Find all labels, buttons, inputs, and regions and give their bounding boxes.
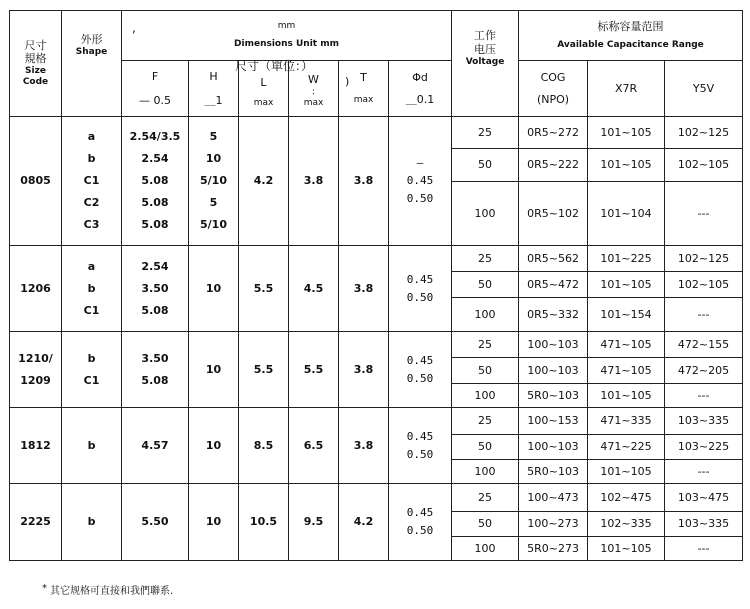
footnote-marker: * [42, 583, 47, 594]
y5v-cell: --- [665, 298, 743, 332]
d-cell [389, 484, 452, 561]
col-f-label: F [151, 69, 159, 83]
t-value: 4.2 [353, 515, 374, 529]
x7r-label: X7R [614, 81, 638, 95]
x7r-cell: 471~105 [588, 332, 665, 358]
d-cell [389, 246, 452, 332]
f-cell-line: 5.08 [141, 303, 169, 317]
size-code-cell [10, 332, 62, 408]
voltage-cell: 100 [452, 537, 519, 561]
col-w-max: max [303, 98, 324, 109]
voltage-header-cn: 工作 电压 [474, 29, 497, 56]
voltage-cell: 50 [452, 435, 519, 460]
h-cell [189, 332, 239, 408]
d-cell [389, 117, 452, 246]
l-cell [239, 332, 289, 408]
f-cell-line: 5.08 [141, 373, 169, 387]
shape-cell-line: b [87, 438, 96, 452]
x7r-cell: 102~475 [588, 484, 665, 512]
y5v-cell: 103~335 [665, 408, 743, 435]
d-cell-line: 0.45 [406, 353, 434, 367]
table-row [10, 332, 743, 358]
shape-cell-line: b [87, 515, 96, 528]
f-cell-line: 5.08 [141, 196, 169, 209]
shape-cell-line: C2 [83, 196, 100, 209]
d-cell-line: 0.45 [406, 174, 434, 187]
w-value: 5.5 [303, 362, 324, 376]
w-value: 9.5 [303, 515, 324, 529]
t-value: 3.8 [353, 438, 374, 452]
h-cell-line: 5 [209, 196, 218, 209]
size-header-cn: 尺寸 規格 [24, 38, 47, 66]
cog-cell: 100~103 [519, 435, 588, 460]
col-t-max: max [353, 94, 374, 105]
x7r-header [588, 61, 665, 117]
d-cell [389, 408, 452, 484]
size-code-cell [10, 408, 62, 484]
w-cell [289, 484, 339, 561]
voltage-cell: 50 [452, 358, 519, 384]
shape-cell-line: b [87, 152, 96, 165]
f-cell-line: 5.08 [141, 174, 169, 187]
col-d-label: Φd [412, 70, 428, 84]
w-cell [289, 408, 339, 484]
t-cell [339, 117, 389, 246]
l-value: 5.5 [253, 281, 274, 295]
shape-cell-line: C1 [83, 303, 100, 317]
d-cell [389, 332, 452, 408]
t-value: 3.8 [353, 362, 374, 376]
cog-header [519, 61, 588, 117]
d-cell-line: 0.50 [406, 192, 434, 205]
l-cell [239, 246, 289, 332]
size-header [10, 11, 62, 117]
cog-label: COG [540, 70, 566, 84]
d-cell-line: 0.45 [406, 272, 434, 286]
shape-header-en: Shape [75, 46, 108, 57]
d-cell-line: 0.50 [406, 371, 434, 385]
table-row [10, 246, 743, 272]
f-cell [122, 484, 189, 561]
col-l-max: max [253, 97, 274, 108]
voltage-cell: 25 [452, 332, 519, 358]
voltage-cell: 25 [452, 117, 519, 149]
capacitance-header-cn: 标称容量范围 [597, 20, 664, 33]
cog-cell: 0R5~332 [519, 298, 588, 332]
x7r-cell: 101~104 [588, 182, 665, 246]
h-cell-line: 5 [209, 130, 218, 143]
dimensions-cn-overlay: 尺寸（單位：） [235, 59, 314, 73]
col-l-header [235, 59, 314, 117]
cog-cell: 5R0~273 [519, 537, 588, 561]
shape-cell [62, 332, 122, 408]
cog-cell: 100~153 [519, 408, 588, 435]
dimensions-header [122, 11, 452, 61]
d-cell-line: 0.50 [406, 290, 434, 304]
h-cell-line: 10 [205, 152, 222, 165]
cog-cell: 0R5~222 [519, 149, 588, 182]
size-code: 1210/ 1209 [18, 351, 53, 387]
size-code-cell [10, 246, 62, 332]
voltage-cell: 50 [452, 272, 519, 298]
voltage-cell: 50 [452, 512, 519, 537]
col-d-header [389, 61, 452, 117]
l-value: 8.5 [253, 438, 274, 452]
t-cell [339, 246, 389, 332]
f-cell [122, 408, 189, 484]
t-value: 3.8 [353, 281, 374, 295]
voltage-cell: 50 [452, 149, 519, 182]
size-code: 2225 [20, 515, 51, 528]
h-cell [189, 117, 239, 246]
y5v-cell: --- [665, 537, 743, 561]
h-cell [189, 484, 239, 561]
d-cell-line: 0.45 [406, 506, 434, 519]
table-row [10, 484, 743, 512]
h-cell [189, 408, 239, 484]
f-cell [122, 246, 189, 332]
footnote-text: 其它规格可直接和我們聯系. [50, 586, 174, 597]
y5v-cell: --- [665, 182, 743, 246]
col-d-tolerance: ＿0.1 [405, 92, 435, 106]
shape-cell-line: C1 [83, 373, 100, 387]
voltage-header [452, 11, 519, 117]
shape-cell [62, 117, 122, 246]
w-cell [289, 246, 339, 332]
t-cell [339, 484, 389, 561]
d-cell-line: 0.50 [406, 447, 434, 461]
footnote [42, 582, 173, 597]
col-h-header [189, 61, 239, 117]
t-cell [339, 408, 389, 484]
f-cell-line: 5.50 [141, 515, 169, 528]
voltage-cell: 25 [452, 484, 519, 512]
voltage-cell: 25 [452, 246, 519, 272]
x7r-cell: 101~105 [588, 384, 665, 408]
x7r-cell: 101~225 [588, 246, 665, 272]
shape-cell-line: a [87, 259, 96, 273]
dimensions-mm: mm [277, 21, 296, 32]
w-value: 4.5 [303, 281, 324, 295]
l-value: 4.2 [253, 174, 274, 188]
cog-cell: 0R5~562 [519, 246, 588, 272]
col-t-label: T [360, 71, 367, 84]
y5v-cell: 472~155 [665, 332, 743, 358]
y5v-cell: 103~475 [665, 484, 743, 512]
col-w-colon: : [311, 87, 316, 98]
size-code: 0805 [20, 174, 51, 187]
h-cell-line: 10 [205, 515, 222, 528]
x7r-cell: 101~105 [588, 460, 665, 484]
shape-header [62, 11, 122, 117]
voltage-cell: 100 [452, 298, 519, 332]
y5v-cell: --- [665, 384, 743, 408]
f-cell-line: 2.54 [141, 152, 169, 165]
l-cell [239, 408, 289, 484]
col-t-header [339, 61, 389, 117]
voltage-cell: 100 [452, 460, 519, 484]
t-cell [339, 332, 389, 408]
cog-cell: 100~273 [519, 512, 588, 537]
f-cell-line: 4.57 [141, 438, 169, 452]
shape-cell [62, 408, 122, 484]
size-header-en: Size Code [22, 66, 49, 88]
voltage-cell: 100 [452, 182, 519, 246]
dimensions-en: Dimensions Unit mm [234, 38, 339, 49]
y5v-cell: 102~125 [665, 246, 743, 272]
shape-cell-line: C1 [83, 174, 100, 187]
d-cell-line: 0.50 [406, 524, 434, 537]
f-cell-line: 2.54/3.5 [129, 130, 181, 143]
h-cell-line: 5/10 [200, 174, 227, 187]
shape-cell [62, 484, 122, 561]
x7r-cell: 471~225 [588, 435, 665, 460]
capacitance-header-en: Available Capacitance Range [557, 39, 704, 50]
w-cell [289, 332, 339, 408]
f-cell-line: 2.54 [141, 259, 169, 273]
npo-label: (NPO) [536, 92, 570, 106]
shape-cell-line: b [87, 281, 96, 295]
col-f-tolerance: — 0.5 [139, 93, 171, 107]
cog-cell: 5R0~103 [519, 384, 588, 408]
w-value: 3.8 [303, 174, 324, 188]
shape-cell [62, 246, 122, 332]
f-cell [122, 332, 189, 408]
shape-cell-line: b [87, 351, 96, 365]
l-cell [239, 117, 289, 246]
x7r-cell: 101~154 [588, 298, 665, 332]
y5v-label: Y5V [692, 81, 715, 95]
dimensions-comma: , [132, 21, 136, 35]
spec-table-body [10, 11, 743, 561]
cog-cell: 100~473 [519, 484, 588, 512]
y5v-cell: 102~125 [665, 117, 743, 149]
t-value: 3.8 [353, 174, 374, 188]
cog-cell: 0R5~472 [519, 272, 588, 298]
cog-cell: 5R0~103 [519, 460, 588, 484]
col-h-label: H [209, 69, 218, 83]
x7r-cell: 101~105 [588, 537, 665, 561]
col-h-tolerance: ＿1 [204, 93, 223, 107]
h-cell-line: 5/10 [200, 218, 227, 231]
col-l-label: L [260, 76, 267, 89]
h-cell-line: 10 [205, 438, 222, 452]
shape-header-cn: 外形 [80, 33, 103, 46]
size-code-cell [10, 117, 62, 246]
y5v-cell: --- [665, 460, 743, 484]
shape-cell-line: a [87, 130, 96, 143]
table-row [10, 117, 743, 149]
voltage-header-en: Voltage [465, 56, 505, 67]
x7r-cell: 471~105 [588, 358, 665, 384]
x7r-cell: 102~335 [588, 512, 665, 537]
col-f-header [122, 61, 189, 117]
f-cell-line: 5.08 [141, 218, 169, 231]
f-cell-line: 3.50 [141, 281, 169, 295]
y5v-cell: 472~205 [665, 358, 743, 384]
h-cell [189, 246, 239, 332]
h-cell-line: 10 [205, 281, 222, 295]
cog-cell: 0R5~272 [519, 117, 588, 149]
cog-cell: 100~103 [519, 358, 588, 384]
f-cell-line: 3.50 [141, 351, 169, 365]
x7r-cell: 101~105 [588, 149, 665, 182]
y5v-header [665, 61, 743, 117]
x7r-cell: 101~105 [588, 272, 665, 298]
cog-cell: 0R5~102 [519, 182, 588, 246]
col-t-paren: ) [345, 75, 350, 88]
shape-cell-line: C3 [83, 218, 100, 231]
voltage-cell: 100 [452, 384, 519, 408]
size-code-cell [10, 484, 62, 561]
size-code: 1206 [20, 281, 51, 295]
l-cell [239, 484, 289, 561]
x7r-cell: 471~335 [588, 408, 665, 435]
voltage-cell: 25 [452, 408, 519, 435]
d-cell-line: — [416, 156, 424, 169]
spec-table [9, 10, 743, 561]
x7r-cell: 101~105 [588, 117, 665, 149]
h-cell-line: 10 [205, 362, 222, 376]
capacitance-header [519, 11, 743, 61]
y5v-cell: 102~105 [665, 149, 743, 182]
table-row [10, 408, 743, 435]
f-cell [122, 117, 189, 246]
cog-cell: 100~103 [519, 332, 588, 358]
w-cell [289, 117, 339, 246]
header-row-1 [10, 11, 743, 61]
size-code: 1812 [20, 438, 51, 452]
col-w-label: W [308, 73, 319, 87]
l-value: 10.5 [249, 515, 278, 529]
w-value: 6.5 [303, 438, 324, 452]
d-cell-line: 0.45 [406, 429, 434, 443]
y5v-cell: 103~225 [665, 435, 743, 460]
y5v-cell: 102~105 [665, 272, 743, 298]
l-value: 5.5 [253, 362, 274, 376]
y5v-cell: 103~335 [665, 512, 743, 537]
